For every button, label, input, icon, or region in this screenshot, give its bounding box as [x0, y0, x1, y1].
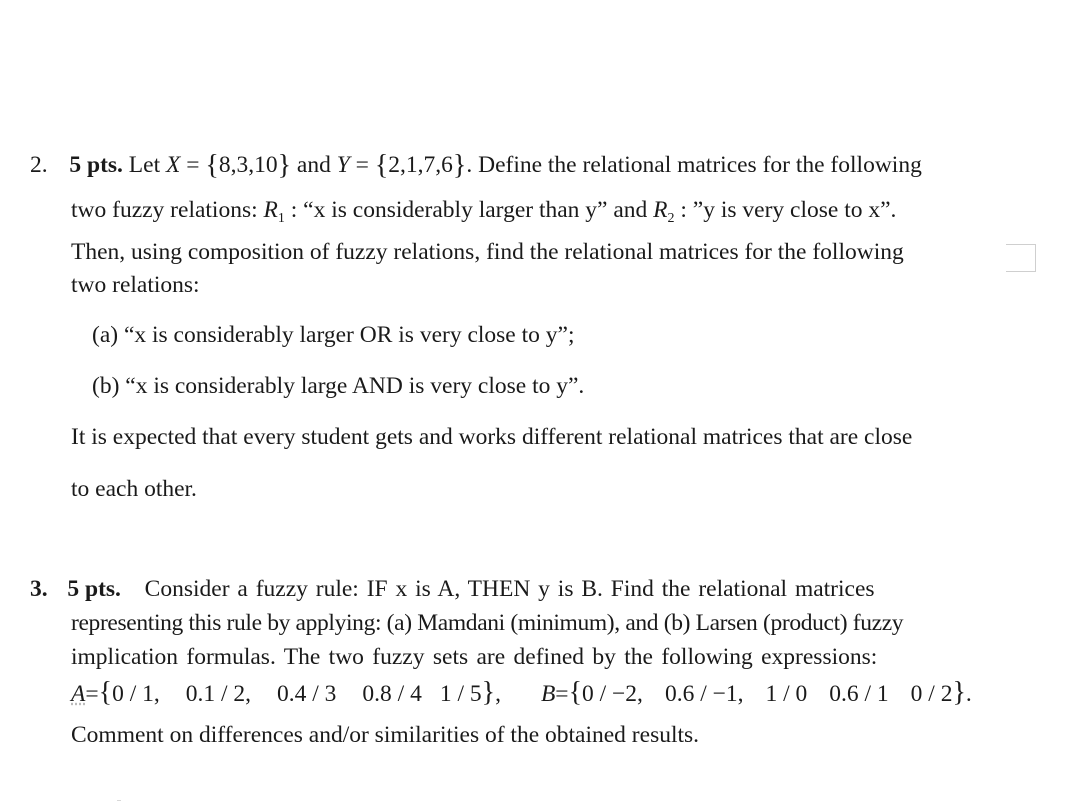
problem3-number: 3.: [30, 576, 48, 602]
set-y-values: 2,1,7,6: [388, 152, 453, 178]
problem3-line5: Comment on differences and/or similarities of the obtained results.: [71, 722, 700, 748]
relation-r1: R: [263, 197, 278, 223]
set-a-equals: =: [85, 681, 99, 707]
and-word: and: [296, 152, 331, 178]
scan-artifact: [1006, 244, 1036, 272]
relation-r1-subscript: 1: [277, 211, 285, 226]
set-a-symbol: A: [71, 681, 86, 707]
relation-r2-subscript: 2: [667, 211, 675, 226]
set-a-element-4: 0.8 / 4: [362, 681, 422, 707]
set-b-element-2: 0.6 / −1,: [664, 681, 744, 707]
set-a-element-3: 0.4 / 3: [277, 681, 337, 707]
set-b-symbol: B: [540, 681, 556, 707]
problem3-line3: implication formulas. The two fuzzy sets are defined by the following expressions:: [71, 644, 878, 670]
set-x-values: 8,3,10: [218, 152, 278, 178]
problem2-line1-tail: . Define the relational matrices for the following: [466, 152, 922, 178]
problem2-number: 2.: [30, 152, 48, 178]
scan-speck: [117, 800, 121, 801]
relation-r2-definition: : ”y is very close to x”.: [680, 197, 897, 223]
problem2-line3: Then, using composition of fuzzy relations, find the relational matrices for the following: [71, 239, 904, 265]
set-b-element-4: 0.6 / 1: [829, 681, 889, 707]
set-a-element-1: 0 / 1,: [112, 681, 160, 707]
equals-sign: =: [186, 152, 200, 178]
equals-sign-2: =: [355, 152, 369, 178]
problem2-line1: 2. 5 pts. Let X = {8,3,10} and Y = {2,1,7,6}. Define the relational matrices for the following: [30, 150, 922, 181]
set-b-equals: =: [555, 681, 569, 707]
set-y-symbol: Y: [336, 152, 350, 178]
problem2-let: Let: [128, 152, 161, 178]
problem2-item-b: (b) “x is considerably large AND is very close to y”.: [92, 373, 585, 399]
set-b-element-1: 0 / −2,: [582, 681, 643, 707]
problem2-note-line1: It is expected that every student gets and works different relational matrices that are close: [71, 424, 913, 450]
set-x-symbol: X: [166, 152, 181, 178]
problem3-points: 5 pts.: [67, 576, 121, 602]
problem2-line4: two relations:: [71, 272, 200, 298]
relation-r2: R: [653, 197, 668, 223]
problem3-line1: [30, 578, 875, 602]
set-b-element-5: 0 / 2: [910, 681, 953, 707]
set-a-element-5: 1 / 5: [439, 681, 482, 707]
problem3-sets-line: A = { 0 / 1, 0.1 / 2, 0.4 / 3 0.8 / 4 1 / 5 } , B = { 0 / −2, 0.6 / −1, 1 / 0 0.6 / 1 0 / 2 } .: [71, 677, 972, 708]
problem2-item-a: (a) “x is considerably larger OR is very close to y”;: [92, 322, 575, 348]
set-b-element-3: 1 / 0: [765, 681, 808, 707]
problem3-line2: representing this rule by applying: (a) Mamdani (minimum), and (b) Larsen (product) fuzzy: [71, 610, 904, 636]
set-a-element-2: 0.1 / 2,: [185, 681, 252, 707]
problem2-line2-start: two fuzzy relations:: [71, 197, 258, 223]
problem2-points: 5 pts.: [69, 152, 123, 178]
problem3-line1-text: Consider a fuzzy rule: IF x is A, THEN y is B. Find the relational matrices: [144, 576, 875, 602]
problem2-line2: [71, 197, 897, 226]
relation-r1-definition: : “x is considerably larger than y” and: [290, 197, 648, 223]
problem2-note-line2: to each other.: [71, 476, 197, 502]
